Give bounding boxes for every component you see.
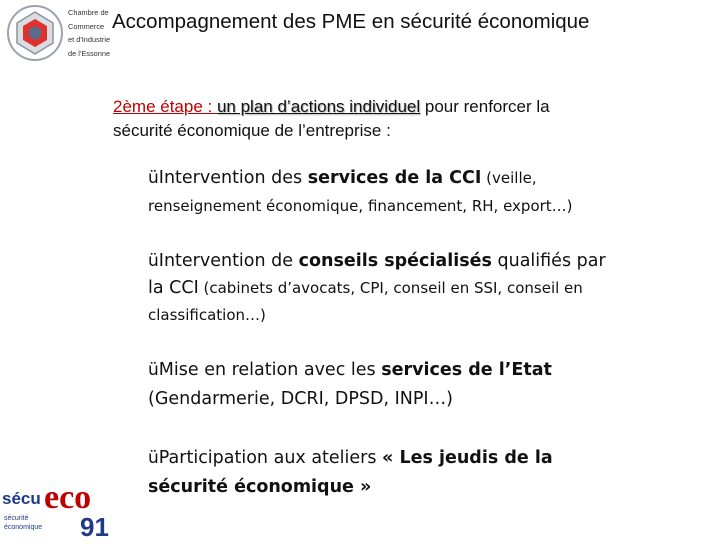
checkmark-icon: ü (148, 360, 159, 380)
bullet-text: Mise en relation avec les (158, 360, 382, 380)
cci-line-3: et d'Industrie (68, 35, 111, 44)
cci-line-4: de l'Essonne (68, 48, 111, 58)
bullet-small: (cabinets d’avocats, CPI, conseil en SSI, conseil en (198, 279, 583, 297)
step-heading (113, 95, 703, 143)
bullet-text: Intervention de (158, 251, 299, 271)
checkmark-icon: ü (148, 168, 159, 188)
bullet-bold: services de l’Etat (381, 360, 552, 380)
step-emphasis: un plan d’actions individuel (216, 97, 421, 116)
bullet-text: Intervention des (158, 168, 308, 188)
bullet-bold: « Les jeudis de la (382, 448, 553, 468)
bullet-workshops (148, 445, 708, 501)
step-prefix: 2ème étape : (113, 97, 217, 116)
bullet-text: la CCI (148, 278, 199, 298)
secu-eco-logo-icon (0, 462, 116, 540)
bullet-line-2: renseignement économique, financement, RH, export…) (148, 197, 573, 215)
cci-name (68, 6, 110, 60)
bullet-consultants (148, 249, 708, 327)
cci-line-2: Commerce (68, 21, 105, 31)
bullet-bold: conseils spécialisés (298, 251, 492, 271)
bullet-small: (veille, (481, 169, 537, 187)
logo-text-91: 91 (80, 512, 109, 540)
bullet-text-end: qualifiés par (491, 251, 606, 271)
step-line-2: sécurité économique de l’entreprise : (113, 121, 391, 140)
logo-text-secu: sécu (2, 489, 41, 508)
bullet-line-2: (Gendarmerie, DCRI, DPSD, INPI…) (148, 389, 453, 409)
step-rest: pour renforcer la (420, 97, 550, 116)
checkmark-icon: ü (148, 448, 159, 468)
logo-text-eco: eco (44, 479, 92, 516)
cci-essonne-logo (4, 2, 116, 66)
cci-line-1: Chambre de (68, 8, 109, 17)
bullet-state-services (148, 357, 708, 413)
logo-sub-1: sécurité (4, 515, 29, 522)
secu-eco-91-logo (0, 462, 116, 540)
bullet-line-2: sécurité économique » (148, 477, 372, 497)
bullet-cci-services (148, 166, 708, 218)
page-title: Accompagnement des PME en sécurité économique (112, 10, 590, 33)
logo-sub-2: économique (4, 524, 43, 531)
cci-emblem-icon (4, 2, 66, 64)
bullet-bold: services de la CCI (307, 168, 482, 188)
bullet-line-3: classification…) (148, 306, 266, 324)
checkmark-icon: ü (148, 251, 159, 271)
bullet-text: Participation aux ateliers (158, 448, 383, 468)
